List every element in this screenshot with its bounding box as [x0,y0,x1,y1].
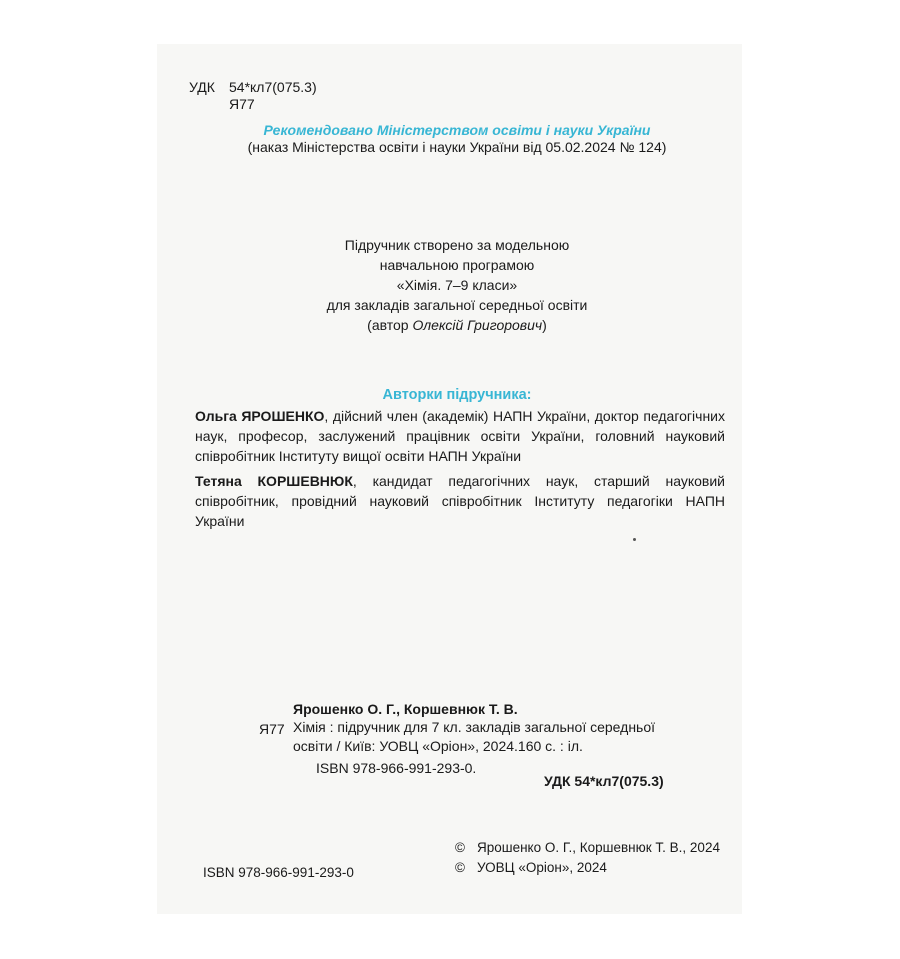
biblio-udk: УДК 54*кл7(075.3) [544,773,664,789]
recommendation-line: Рекомендовано Міністерством освіти і науки України [263,122,651,138]
copyright-icon: © [455,840,465,855]
program-author-name: Олексій Григорович [412,317,543,333]
ministry-order: (наказ Міністерства освіти і науки України від 05.02.2024 № 124) [247,139,667,155]
footer-isbn: ISBN 978-966-991-293-0 [203,865,354,880]
biblio-authors: Ярошенко О. Г., Коршевнюк Т. В. [293,701,518,717]
program-line-2: навчальною програмою [379,257,535,273]
author-1-name: Ольга ЯРОШЕНКО [195,408,325,424]
copyright-authors [455,840,720,855]
copyright-icon: © [455,860,465,875]
copyright-authors-text: Ярошенко О. Г., Коршевнюк Т. В., 2024 [477,840,720,855]
biblio-code: Я77 [259,721,285,737]
program-line-3: «Хімія. 7–9 класи» [396,277,518,293]
authors-heading: Авторки підручника: [382,387,532,403]
biblio-isbn: ISBN 978-966-991-293-0. [316,760,477,776]
author-2-info [195,471,725,531]
program-line-4: для закладів загальної середньої освіти [326,297,588,313]
program-line-1: Підручник створено за модельною [344,237,570,253]
copyright-publisher-text: УОВЦ «Оріон», 2024 [477,860,607,875]
author-1-info [195,406,725,466]
library-code: Я77 [229,96,255,112]
udk-label: УДК [189,79,215,95]
author-2-description: , кандидат педагогічних наук, старший науковий співробітник, провідний науковий співробітник Інституту педагогіки НАПН України [195,473,725,529]
program-author-suffix: ) [542,317,547,333]
author-1-description: , дійсний член (академік) НАПН України, доктор педагогічних наук, професор, заслужений працівник освіти України, головний науковий співробітник Інституту вищої освіти НАПН України [195,408,725,464]
program-info [0,235,900,335]
program-author-prefix: (автор [367,317,413,333]
program-line-5 [14,315,900,335]
author-2-name: Тетяна КОРШЕВНЮК [195,473,353,489]
biblio-description: Хімія : підручник для 7 кл. закладів загальної середньої освіти / Київ: УОВЦ «Оріон», 2024.160 с. : іл. [293,719,656,754]
udk-value: 54*кл7(075.3) [229,79,317,95]
speck [633,538,636,541]
copyright-publisher [455,860,607,875]
